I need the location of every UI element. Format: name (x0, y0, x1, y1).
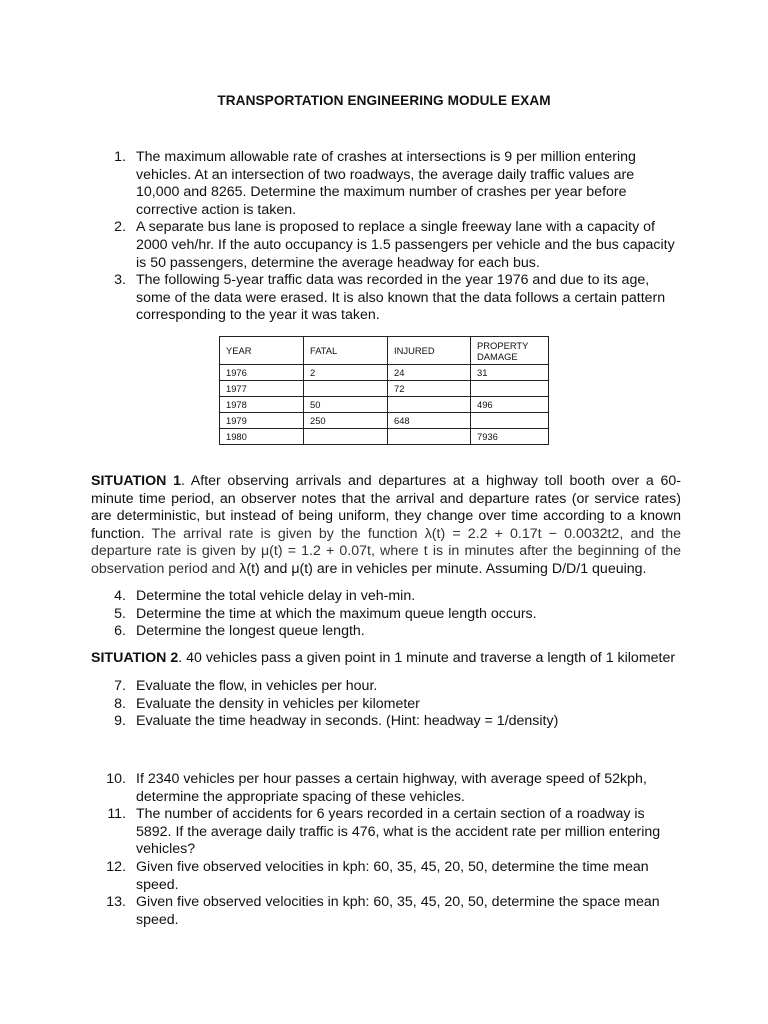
exam-title: TRANSPORTATION ENGINEERING MODULE EXAM (217, 93, 551, 108)
situation-2-paragraph (91, 650, 681, 668)
question-number: 6. (114, 623, 126, 640)
table-cell (471, 413, 549, 429)
table-cell (304, 381, 388, 397)
situation-1-label: SITUATION 1 (91, 473, 181, 489)
question-item (0, 713, 768, 731)
traffic-data-table-container (219, 336, 549, 445)
table-cell: 1976 (220, 365, 304, 381)
table-cell: 50 (304, 397, 388, 413)
question-item (0, 894, 768, 929)
question-text: Determine the time at which the maximum queue length occurs. (136, 605, 537, 622)
table-row (220, 381, 549, 397)
question-number: 11. (107, 806, 126, 823)
question-item (0, 149, 768, 219)
table-cell: 7936 (471, 429, 549, 445)
table-cell: 1980 (220, 429, 304, 445)
question-item (0, 696, 768, 714)
table-header-row (220, 337, 549, 365)
table-cell: 250 (304, 413, 388, 429)
question-number: 10. (106, 771, 126, 787)
question-text: Given five observed velocities in kph: 60, 35, 45, 20, 50, determine the space mean speed. (136, 894, 660, 928)
question-number: 1. (114, 149, 126, 165)
question-number: 13. (106, 894, 126, 911)
situation-2-label: SITUATION 2 (91, 650, 179, 666)
question-text: Determine the total vehicle delay in veh-min. (136, 588, 416, 604)
situation-1-paragraph (91, 473, 681, 579)
question-text: If 2340 vehicles per hour passes a certain highway, with average speed of 52kph, determine the appropriate spacing of these vehicles. (136, 771, 647, 805)
question-list-4 (0, 771, 768, 929)
question-item (0, 623, 768, 641)
situation-2-text: . 40 vehicles pass a given point in 1 minute and traverse a length of 1 kilometer (178, 650, 676, 666)
question-number: 4. (114, 588, 126, 604)
table-cell: 1979 (220, 413, 304, 429)
table-cell (388, 397, 471, 413)
question-text: Determine the longest queue length. (136, 623, 365, 640)
table-cell (471, 381, 549, 397)
question-number: 8. (114, 695, 126, 712)
question-text: The number of accidents for 6 years recorded in a certain section of a roadway is 5892. If the average daily traffic is 476, what is the accident rate per million entering vehicles? (136, 806, 661, 858)
traffic-data-table (219, 336, 549, 445)
table-row (220, 429, 549, 445)
situation-1-units-text: λ(t) and μ(t) are in vehicles per minute. Assuming D/D/1 queuing. (239, 560, 647, 577)
question-text: Evaluate the flow, in vehicles per hour. (136, 678, 378, 694)
table-cell: 31 (471, 365, 549, 381)
question-text: Given five observed velocities in kph: 60, 35, 45, 20, 50, determine the time mean speed. (136, 858, 649, 893)
table-row (220, 413, 549, 429)
question-item (0, 859, 768, 894)
question-text: Evaluate the time headway in seconds. (Hint: headway = 1/density) (136, 713, 559, 730)
table-cell: 2 (304, 365, 388, 381)
question-number: 9. (114, 713, 126, 730)
question-list-3 (0, 678, 768, 731)
table-cell (388, 429, 471, 445)
question-item (0, 272, 768, 325)
table-cell: 24 (388, 365, 471, 381)
question-item (0, 219, 768, 272)
table-cell (304, 429, 388, 445)
question-item (0, 806, 768, 859)
question-list-1 (0, 149, 768, 325)
header-cell: PROPERTY DAMAGE (471, 337, 549, 365)
situation-1-formula-text: The arrival rate is given by the function λ(t) = 2.2 + 0.17t − 0.0032t2, and the departure rate is given by μ(t) = 1.2 + 0.07t, where t is in minutes after the beginning of the observation period and (91, 525, 681, 577)
table-cell: 496 (471, 397, 549, 413)
question-number: 5. (114, 605, 126, 622)
question-number: 2. (114, 219, 126, 236)
table-cell: 1978 (220, 397, 304, 413)
table-cell: 72 (388, 381, 471, 397)
table-row (220, 365, 549, 381)
table-cell: 1977 (220, 381, 304, 397)
question-text: A separate bus lane is proposed to replace a single freeway lane with a capacity of 2000 veh/hr. If the auto occupancy is 1.5 passengers per vehicle and the bus capacity is 50 passengers, determine the average headway for each bus. (136, 219, 675, 271)
question-number: 12. (106, 858, 126, 875)
question-item (0, 588, 768, 606)
table-cell: 648 (388, 413, 471, 429)
question-number: 7. (114, 678, 126, 694)
question-item (0, 678, 768, 696)
question-item (0, 606, 768, 624)
table-row (220, 397, 549, 413)
header-cell: YEAR (220, 337, 304, 365)
question-number: 3. (114, 272, 126, 289)
situation-1-text: . After observing arrivals and departures at a highway toll booth over a 60-minute time period, an observer notes that the arrival and departure rates (or service rates) are deterministic, but instead of being uniform, they change over time according to a known function. (91, 473, 681, 542)
question-list-2 (0, 588, 768, 641)
question-text: The maximum allowable rate of crashes at intersections is 9 per million entering vehicles. At an intersection of two roadways, the average daily traffic values are 10,000 and 8265. Determine the maximum number of crashes per year before corrective action is taken. (136, 149, 636, 218)
question-text: The following 5-year traffic data was recorded in the year 1976 and due to its age, some of the data were erased. It is also known that the data follows a certain pattern corresponding to the year it was taken. (136, 272, 666, 324)
question-item (0, 771, 768, 806)
question-text: Evaluate the density in vehicles per kilometer (136, 695, 420, 712)
header-cell: INJURED (388, 337, 471, 365)
header-cell: FATAL (304, 337, 388, 365)
